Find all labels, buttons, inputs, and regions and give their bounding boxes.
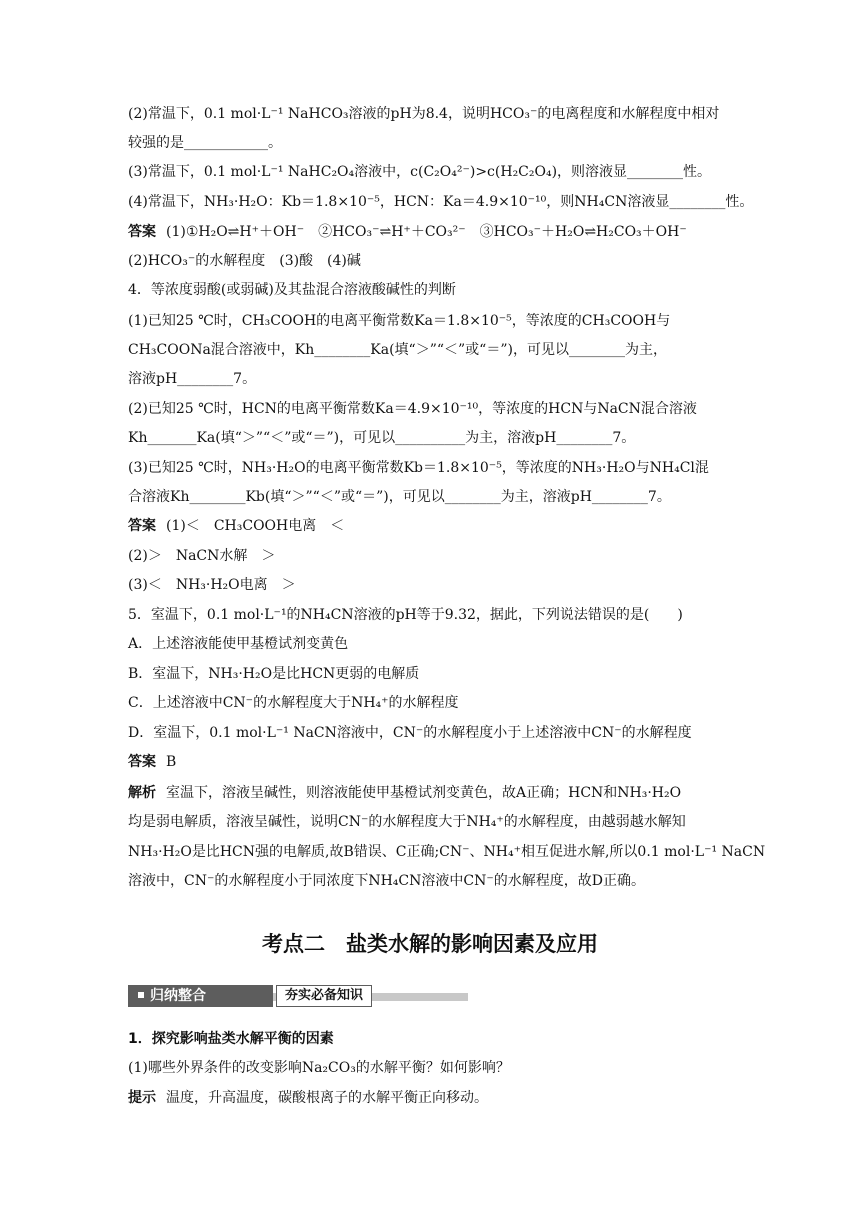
square-icon [138, 992, 144, 998]
text-line [128, 1029, 334, 1049]
text-line [128, 399, 697, 419]
answer-label: 答案 [128, 224, 156, 240]
line-text: (4)常温下，NH₃·H₂O：Kb＝1.8×10⁻⁵，HCN：Ka＝4.9×10⁻¹⁰，则NH₄CN溶液显________性。 [128, 194, 754, 210]
line-text: (3)＜ NH₃·H₂O电离 ＞ [128, 577, 296, 593]
line-text: (3)已知25 ℃时，NH₃·H₂O的电离平衡常数Kb＝1.8×10⁻⁵，等浓度的NH₃·H₂O与NH₄Cl混 [128, 460, 709, 476]
text-line [128, 693, 459, 713]
text-line [128, 133, 282, 153]
text-line [128, 192, 753, 212]
text-line [128, 222, 687, 242]
text-line [128, 575, 296, 595]
line-text: 均是弱电解质，溶液呈碱性，说明CN⁻的水解程度大于NH₄⁺的水解程度，由越弱越水解知 [128, 814, 686, 830]
text-line [128, 723, 692, 743]
text-line [128, 162, 711, 182]
text-line [128, 842, 765, 862]
line-text: (1)哪些外界条件的改变影响Na₂CO₃的水解平衡？如何影响？ [128, 1060, 510, 1076]
text-line [128, 1058, 510, 1078]
line-text: B [166, 754, 177, 770]
text-line [128, 428, 635, 448]
line-text: 温度，升高温度，碳酸根离子的水解平衡正向移动。 [166, 1090, 488, 1106]
section-title: 考点二 盐类水解的影响因素及应用 [262, 932, 598, 956]
line-text: 室温下，溶液呈碱性，则溶液能使甲基橙试剂变黄色，故A正确；HCN和NH₃·H₂O [166, 785, 682, 801]
text-line [128, 340, 667, 360]
line-text: 合溶液Kh________Kb(填“＞”“＜”或“＝”)，可见以________为主，溶液pH________7。 [128, 489, 671, 505]
line-text: (1)＜ CH₃COOH电离 ＜ [166, 518, 345, 534]
section-banner [128, 985, 468, 1009]
text-line [128, 516, 344, 536]
text-line [128, 251, 361, 271]
text-line [128, 634, 348, 654]
text-line [128, 605, 683, 625]
text-line [128, 664, 419, 684]
text-line [128, 871, 645, 891]
line-text: (2)HCO₃⁻的水解程度 (3)酸 (4)碱 [128, 253, 361, 269]
line-text: 5．室温下，0.1 mol·L⁻¹的NH₄CN溶液的pH等于9.32，据此，下列说法错误的是( ) [128, 607, 683, 623]
text-line [128, 783, 681, 803]
line-text: 溶液中，CN⁻的水解程度小于同浓度下NH₄CN溶液中CN⁻的水解程度，故D正确。 [128, 873, 645, 889]
line-text: NH₃·H₂O是比HCN强的电解质,故B错误、C正确;CN⁻、NH₄⁺相互促进水解,所以0.1 mol·L⁻¹ NaCN [128, 844, 766, 860]
text-line [128, 458, 709, 478]
text-line [128, 546, 275, 566]
banner-right-label: 夯实必备知识 [276, 985, 372, 1007]
line-text: 1．探究影响盐类水解平衡的因素 [128, 1031, 334, 1047]
answer-label: 答案 [128, 754, 156, 770]
text-line [128, 752, 176, 772]
banner-left-label [128, 985, 273, 1007]
text-line [128, 812, 686, 832]
line-text: (2)＞ NaCN水解 ＞ [128, 548, 276, 564]
answer-label: 答案 [128, 518, 156, 534]
line-text: (1)①H₂O⇌H⁺＋OH⁻ ②HCO₃⁻⇌H⁺＋CO₃²⁻ ③HCO₃⁻＋H₂O⇌H₂CO₃＋OH⁻ [166, 224, 687, 240]
text-line [128, 280, 456, 300]
line-text: (2)常温下，0.1 mol·L⁻¹ NaHCO₃溶液的pH为8.4，说明HCO₃⁻的电离程度和水解程度中相对 [128, 106, 720, 122]
line-text: B．室温下，NH₃·H₂O是比HCN更弱的电解质 [128, 666, 420, 682]
answer-label: 提示 [128, 1090, 156, 1106]
line-text: 4．等浓度弱酸(或弱碱)及其盐混合溶液酸碱性的判断 [128, 282, 456, 298]
answer-label: 解析 [128, 785, 156, 801]
line-text: D．室温下，0.1 mol·L⁻¹ NaCN溶液中，CN⁻的水解程度小于上述溶液中CN⁻的水解程度 [128, 725, 692, 741]
line-text: (1)已知25 ℃时，CH₃COOH的电离平衡常数Ka＝1.8×10⁻⁵，等浓度的CH₃COOH与 [128, 313, 671, 329]
line-text: Kh_______Ka(填“＞”“＜”或“＝”)，可见以__________为主，溶液pH________7。 [128, 430, 636, 446]
line-text: 溶液pH________7。 [128, 371, 257, 387]
line-text: CH₃COONa混合溶液中，Kh________Ka(填“＞”“＜”或“＝”)，可见以________为主， [128, 342, 667, 358]
text-line [128, 487, 671, 507]
line-text: 较强的是____________。 [128, 135, 282, 151]
text-line [128, 311, 670, 331]
line-text: (2)已知25 ℃时，HCN的电离平衡常数Ka＝4.9×10⁻¹⁰，等浓度的HCN与NaCN混合溶液 [128, 401, 697, 417]
text-line [128, 104, 719, 124]
line-text: C．上述溶液中CN⁻的水解程度大于NH₄⁺的水解程度 [128, 695, 459, 711]
line-text: (3)常温下，0.1 mol·L⁻¹ NaHC₂O₄溶液中，c(C₂O₄²⁻)>c(H₂C₂O₄)，则溶液显________性。 [128, 164, 712, 180]
banner-left-text: 归纳整合 [150, 988, 206, 1004]
text-line [128, 369, 256, 389]
text-line [128, 1088, 488, 1108]
line-text: A．上述溶液能使甲基橙试剂变黄色 [128, 636, 349, 652]
